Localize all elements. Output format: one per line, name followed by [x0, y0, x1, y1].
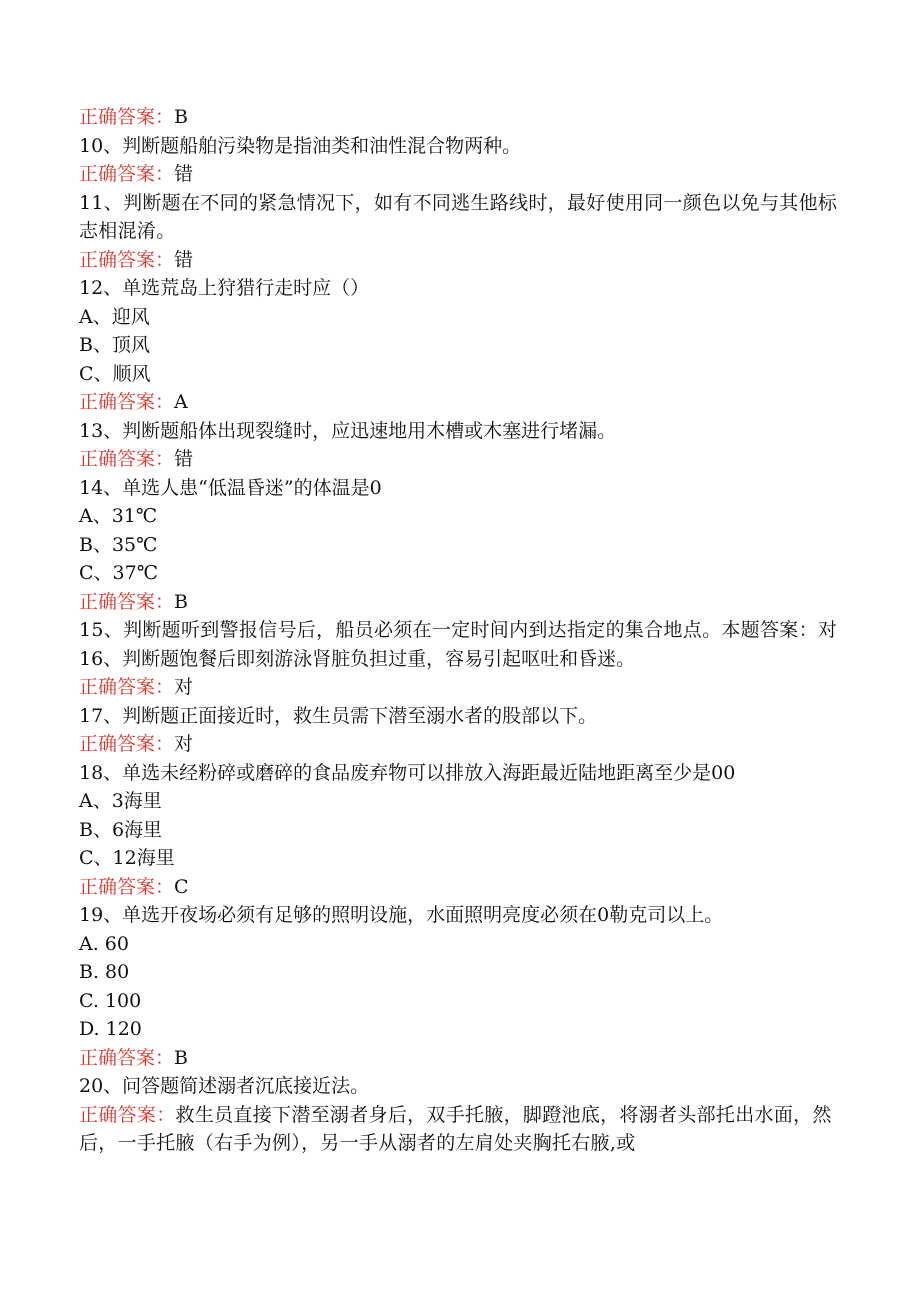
answer-line [79, 1044, 839, 1073]
answer-label: 正确答案： [79, 1046, 175, 1069]
question-12: 12、单选荒岛上狩猎行走时应（） [79, 277, 370, 299]
answer-line [79, 730, 839, 759]
answer-line [79, 246, 839, 275]
question-16: 16、判断题饱餐后即刻游泳肾脏负担过重，容易引起呕吐和昏迷。 [79, 647, 636, 670]
answer-text: 救生员直接下潜至溺者身后，双手托腋，脚蹬池底，将溺者头部托出水面，然后，一手托腋（右手为例），另一手从溺者的左肩处夹胸托右腋,或 [79, 1103, 832, 1154]
question-17: 17、判断题正面接近时，救生员需下潜至溺水者的股部以下。 [79, 704, 598, 727]
option-c: C、12海里 [79, 847, 175, 869]
answer-text: 对 [174, 676, 194, 698]
answer-label: 正确答案： [79, 391, 175, 413]
question-15: 15、判断题听到警报信号后，船员必须在一定时间内到达指定的集合地点。本题答案：对 [79, 619, 838, 641]
question-14: 14、单选人患“低温昏迷”的体温是0 [79, 476, 382, 499]
answer-text: 错 [174, 448, 194, 470]
option-a: A、31℃ [79, 505, 158, 527]
answer-label: 正确答案： [79, 875, 175, 898]
option-a: A、迎风 [79, 305, 150, 328]
option-c: C、顺风 [79, 362, 151, 385]
document-body [79, 103, 839, 1158]
question-13: 13、判断题船体出现裂缝时，应迅速地用木槽或木塞进行堵漏。 [79, 419, 617, 442]
option-a: A. 60 [79, 932, 129, 955]
answer-text: 错 [174, 163, 194, 185]
answer-label: 正确答案： [79, 448, 175, 470]
answer-text: C [174, 875, 189, 898]
answer-label: 正确答案： [79, 676, 175, 698]
option-b: B、6海里 [79, 818, 163, 841]
question-11: 11、判断题在不同的紧急情况下，如有不同逃生路线时，最好使用同一颜色以免与其他标志相混淆。 [79, 191, 838, 242]
question-20: 20、问答题简述溺者沉底接近法。 [79, 1075, 370, 1097]
option-c: C、37℃ [79, 562, 158, 584]
answer-label: 正确答案： [79, 248, 175, 271]
answer-line [79, 873, 839, 902]
answer-text: B [174, 590, 188, 613]
answer-text: B [174, 1046, 188, 1069]
option-b: B. 80 [79, 961, 130, 983]
answer-label: 正确答案： [79, 106, 175, 128]
answer-text: 对 [174, 733, 194, 755]
answer-text: 错 [174, 248, 194, 271]
answer-label: 正确答案： [79, 1103, 176, 1126]
answer-label: 正确答案： [79, 163, 175, 185]
option-b: B、35℃ [79, 533, 158, 556]
option-d: D. 120 [79, 1018, 142, 1040]
answer-text: A [174, 391, 188, 413]
answer-line [79, 445, 839, 474]
question-18: 18、单选未经粉碎或磨碎的食品废弃物可以排放入海距最近陆地距离至少是00 [79, 761, 736, 784]
option-a: A、3海里 [79, 790, 162, 812]
answer-label: 正确答案： [79, 590, 175, 613]
answer-line [79, 103, 839, 132]
question-10: 10、判断题船舶污染物是指油类和油性混合物两种。 [79, 134, 522, 157]
option-c: C. 100 [79, 989, 142, 1012]
option-b: B、顶风 [79, 334, 150, 356]
answer-label: 正确答案： [79, 733, 175, 755]
answer-line [79, 160, 839, 189]
answer-line [79, 673, 839, 702]
answer-line [79, 588, 839, 617]
answer-text: B [174, 106, 188, 128]
answer-line [79, 388, 839, 417]
question-19: 19、单选开夜场必须有足够的照明设施，水面照明亮度必须在0勒克司以上。 [79, 904, 724, 926]
answer-paragraph [79, 1101, 839, 1158]
